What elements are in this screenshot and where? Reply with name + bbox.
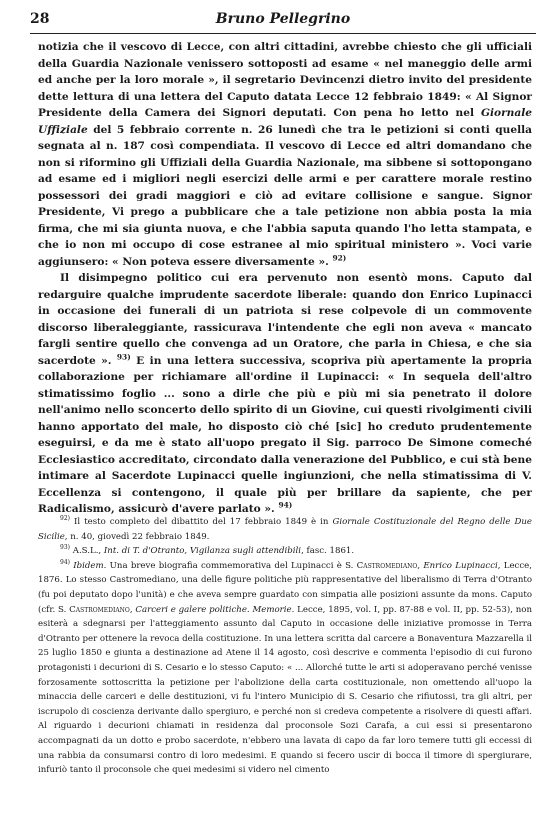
text-span: A.S.L., bbox=[70, 546, 104, 557]
footnote-ref: 94) bbox=[278, 500, 293, 510]
text-span: , bbox=[129, 604, 136, 615]
text-span: , Lecce, 1876. Lo stesso Castromediano, una delle figure politiche più rappresentative del liberalismo di Terra d'Otranto (fu poi deputato dopo l'unità) e che aveva sempre guardato con simpatia alle posizioni assunte da mons. Caputo (cfr. S. bbox=[38, 560, 532, 615]
footnote-ref: 94) bbox=[60, 558, 71, 566]
text-span: del 5 febbraio corrente n. 26 lunedì che tra le petizioni si conti quella segnata al n. 187 così compendiata. Il vescovo di Lecce ed altri domandano che non si riformino gli Uffiziali della Guardia Nazionale, ma sibbene si sottopongano ad esame ed i migliori negli esercizi delle armi e per carattere morale restino possessori dei gradi maggiori e ciò ad evitare collisione e sangue. Signor Presidente, Vi prego a pubblicare che a tale petizione non abbia posta la mia firma, che mi sia giunta nuova, e che l'abbia saputa quando l'ho letta stampata, e che io non mi occupo di cose estranee al mio spiritual ministero ». Voci varie aggiunsero: « Non poteva essere diversamente ». bbox=[38, 123, 532, 268]
italic-span: Giornale Uffiziale bbox=[38, 107, 532, 136]
footnote-94 bbox=[38, 559, 532, 778]
text-span: , n. 40, giovedì 22 febbraio 1849. bbox=[64, 531, 210, 542]
footnotes bbox=[38, 515, 532, 778]
paragraph-1 bbox=[38, 39, 532, 270]
italic-span: Int. di T. d'Otranto, Vigilanza sugli attendibili bbox=[103, 546, 302, 557]
italic-span: Carceri e galere politiche. Memorie bbox=[135, 604, 292, 615]
italic-span: Ibidem bbox=[73, 560, 104, 571]
page-header bbox=[30, 11, 536, 33]
text-span: Il disimpegno politico cui era pervenuto non esentò mons. Caputo dal redarguire qualche imprudente sacerdote liberale: quando don Enrico Lupinacci in occasione dei funerali di un patriota si rese colpevole di un commovente discorso liberaleggiante, rassicurava l'intendente che egli non aveva « mancato fargli sentire quello che convenga ad un Oratore, che parla in Chiesa, e che sia sacerdote ». bbox=[38, 272, 532, 367]
footnote-ref: 92) bbox=[60, 515, 71, 523]
smallcaps-span: Castromediano bbox=[356, 560, 418, 571]
text-span: . Una breve biografia commemorativa del Lupinacci è S. bbox=[103, 560, 357, 571]
footnote-92 bbox=[38, 515, 532, 544]
text-span: , fasc. 1861. bbox=[301, 546, 355, 557]
footnote-93 bbox=[38, 544, 532, 559]
page-number: 28 bbox=[30, 11, 50, 27]
running-title: Bruno Pellegrino bbox=[215, 11, 351, 27]
footnote-ref: 92) bbox=[332, 252, 347, 262]
text-span: Il testo completo del dibattito del 17 febbraio 1849 è in bbox=[70, 517, 333, 527]
italic-span: Giornale Costituzionale del Regno delle Due Sicilie bbox=[38, 517, 532, 542]
main-text bbox=[38, 39, 532, 518]
text-span: . Lecce, 1895, vol. I, pp. 87-88 e vol. II, pp. 52-53), non esiterà a sdegnarsi per l'atteggiamento assunto dal Caputo in occasione delle iniziative promosse in Terra d'Otranto per ottenere la revoca della costituzione. In una lettera scritta dal carcere a Bonaventura Mazzarella il 25 luglio 1850 e giunta a destinazione ad Atene il 14 agosto, così descrive e commenta l'episodio di cui furono protagonisti i decurioni di S. Cesario e lo stesso Caputo: « ... Allorché tutte le arti si adoperavano perché venisse forzosamente sottoscritta la petizione per l'abolizione della carta costituzionale, non omettendo all'uopo la minaccia delle carceri e delle destituzioni, vi fu l'intero Municipio di S. Cesario che rifiutossi, tra gli altri, per iscrupolo di coscienza derivante dallo spergiuro, e perché non si credeva competente a risolvere di questi affari. Al riguardo i decurioni chiamati in residenza dal proconsole Sozi Carafa, a cui essi si presentarono accompagnati da un dotto e probo sacerdote, n'ebbero una lavata di capo da far loro temere tutti gli eccessi di una rabbia da consumarsi contro di loro medesimi. E quando si fecero uscir di bocca il timore di spergiurare, infuriò tanto il proconsole che quei medesimi si videro nel cimento bbox=[38, 604, 532, 776]
text-span: E in una lettera successiva, scopriva più apertamente la propria collaborazione per richiamare all'ordine il Lupinacci: « In sequela dell'altro stimatissimo foglio ... sono a dirle che più e più mi sia penetrato il dolore nell'animo nello sconcerto dello spirito di un Giovine, cui questi rivolgimenti civili hanno apportato del male, ho disposto ciò ché [sic] ho creduto prudentemente eseguirsi, e da me è stato all'uopo pregato il Sig. parroco De Simone comeché Ecclesiastico accreditato, circondato dalla venerazione del Pubblico, e cui stà bene intimare al Sacerdote Lupinacci quelle ingiunzioni, che nella stimatissima di V. Eccellenza si contengono, il quale più per brillare da sapiente, che per Radicalismo, assicurò d'avere parlato ». bbox=[38, 354, 532, 515]
header-rule bbox=[30, 33, 536, 34]
footnote-ref: 93) bbox=[60, 544, 71, 552]
footnote-ref: 93) bbox=[116, 351, 131, 361]
text-span: , bbox=[417, 560, 424, 571]
paragraph-2 bbox=[38, 270, 532, 518]
italic-span: Enrico Lupinacci bbox=[423, 560, 498, 571]
smallcaps-span: Castromediano bbox=[69, 604, 130, 615]
text-span: notizia che il vescovo di Lecce, con altri cittadini, avrebbe chiesto che gli ufficiali della Guardia Nazionale venissero sottoposti ad esame « nel maneggio delle armi ed anche per la loro morale », il segretario Devincenzi dietro invito del presidente dette lettura di una lettera del Caputo datata Lecce 12 febbraio 1849: « Al Signor Presidente della Camera dei Signori deputati. Con pena ho letto nel bbox=[38, 41, 532, 119]
